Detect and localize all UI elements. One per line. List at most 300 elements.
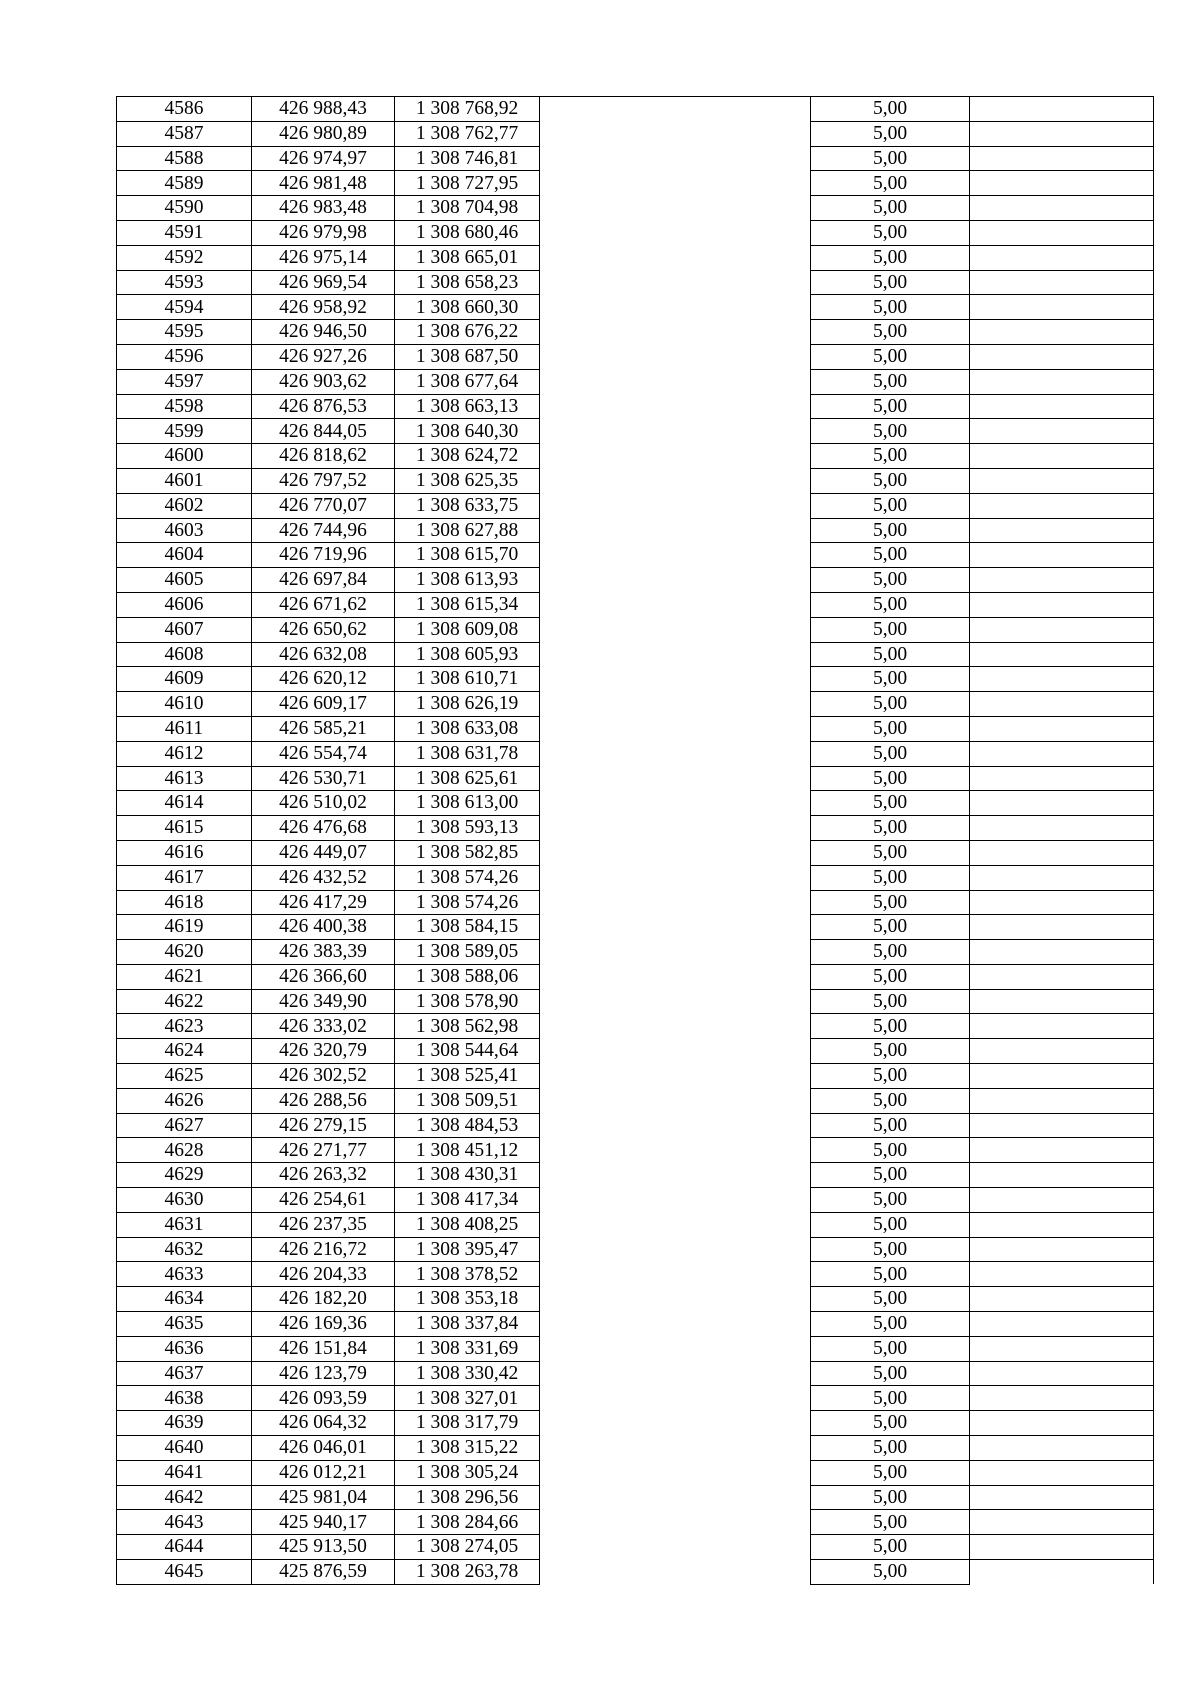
table-row [117, 964, 1154, 989]
table-row [117, 1113, 1154, 1138]
y-coordinate-cell: 1 308 658,23 [395, 270, 540, 295]
point-number-cell: 4636 [117, 1336, 252, 1361]
x-coordinate-cell: 426 770,07 [252, 493, 395, 518]
empty-cell [540, 295, 811, 320]
x-coordinate-cell: 426 093,59 [252, 1386, 395, 1411]
empty-cell [540, 444, 811, 469]
empty-cell [540, 1535, 811, 1560]
table-row [117, 1014, 1154, 1039]
distance-cell: 5,00 [811, 667, 970, 692]
table-row [117, 344, 1154, 369]
y-coordinate-cell: 1 308 451,12 [395, 1138, 540, 1163]
x-coordinate-cell: 426 204,33 [252, 1262, 395, 1287]
table-row [117, 1262, 1154, 1287]
distance-cell: 5,00 [811, 1535, 970, 1560]
x-coordinate-cell: 426 744,96 [252, 518, 395, 543]
point-number-cell: 4607 [117, 617, 252, 642]
x-coordinate-cell: 426 979,98 [252, 220, 395, 245]
y-coordinate-cell: 1 308 704,98 [395, 196, 540, 221]
y-coordinate-cell: 1 308 727,95 [395, 171, 540, 196]
empty-cell [540, 865, 811, 890]
table-row [117, 1237, 1154, 1262]
table-row [117, 419, 1154, 444]
empty-last-cell [970, 1237, 1154, 1262]
distance-cell: 5,00 [811, 716, 970, 741]
distance-cell: 5,00 [811, 1064, 970, 1089]
point-number-cell: 4620 [117, 940, 252, 965]
point-number-cell: 4639 [117, 1411, 252, 1436]
x-coordinate-cell: 426 554,74 [252, 741, 395, 766]
empty-cell [540, 1510, 811, 1535]
empty-last-cell [970, 245, 1154, 270]
empty-cell [540, 617, 811, 642]
distance-cell: 5,00 [811, 1212, 970, 1237]
y-coordinate-cell: 1 308 624,72 [395, 444, 540, 469]
x-coordinate-cell: 426 958,92 [252, 295, 395, 320]
y-coordinate-cell: 1 308 665,01 [395, 245, 540, 270]
empty-last-cell [970, 121, 1154, 146]
y-coordinate-cell: 1 308 484,53 [395, 1113, 540, 1138]
table-row [117, 369, 1154, 394]
table-row [117, 220, 1154, 245]
y-coordinate-cell: 1 308 613,00 [395, 791, 540, 816]
point-number-cell: 4623 [117, 1014, 252, 1039]
point-number-cell: 4643 [117, 1510, 252, 1535]
distance-cell: 5,00 [811, 1014, 970, 1039]
distance-cell: 5,00 [811, 890, 970, 915]
empty-last-cell [970, 989, 1154, 1014]
table-row [117, 989, 1154, 1014]
point-number-cell: 4634 [117, 1287, 252, 1312]
point-number-cell: 4628 [117, 1138, 252, 1163]
x-coordinate-cell: 426 449,07 [252, 840, 395, 865]
y-coordinate-cell: 1 308 417,34 [395, 1188, 540, 1213]
table-row [117, 121, 1154, 146]
distance-cell: 5,00 [811, 344, 970, 369]
x-coordinate-cell: 425 981,04 [252, 1485, 395, 1510]
empty-last-cell [970, 741, 1154, 766]
point-number-cell: 4589 [117, 171, 252, 196]
x-coordinate-cell: 425 940,17 [252, 1510, 395, 1535]
y-coordinate-cell: 1 308 330,42 [395, 1361, 540, 1386]
x-coordinate-cell: 426 263,32 [252, 1163, 395, 1188]
distance-cell: 5,00 [811, 568, 970, 593]
y-coordinate-cell: 1 308 613,93 [395, 568, 540, 593]
y-coordinate-cell: 1 308 677,64 [395, 369, 540, 394]
point-number-cell: 4629 [117, 1163, 252, 1188]
table-row [117, 146, 1154, 171]
y-coordinate-cell: 1 308 582,85 [395, 840, 540, 865]
distance-cell: 5,00 [811, 1361, 970, 1386]
point-number-cell: 4627 [117, 1113, 252, 1138]
y-coordinate-cell: 1 308 589,05 [395, 940, 540, 965]
x-coordinate-cell: 426 151,84 [252, 1336, 395, 1361]
table-row [117, 692, 1154, 717]
point-number-cell: 4619 [117, 915, 252, 940]
empty-cell [540, 97, 811, 122]
y-coordinate-cell: 1 308 305,24 [395, 1460, 540, 1485]
distance-cell: 5,00 [811, 915, 970, 940]
distance-cell: 5,00 [811, 146, 970, 171]
y-coordinate-cell: 1 308 626,19 [395, 692, 540, 717]
x-coordinate-cell: 426 046,01 [252, 1436, 395, 1461]
distance-cell: 5,00 [811, 592, 970, 617]
empty-last-cell [970, 1088, 1154, 1113]
x-coordinate-cell: 426 320,79 [252, 1039, 395, 1064]
x-coordinate-cell: 426 818,62 [252, 444, 395, 469]
x-coordinate-cell: 426 609,17 [252, 692, 395, 717]
empty-cell [540, 1386, 811, 1411]
x-coordinate-cell: 426 279,15 [252, 1113, 395, 1138]
x-coordinate-cell: 426 216,72 [252, 1237, 395, 1262]
x-coordinate-cell: 426 476,68 [252, 816, 395, 841]
empty-cell [540, 791, 811, 816]
table-row [117, 171, 1154, 196]
empty-last-cell [970, 543, 1154, 568]
point-number-cell: 4616 [117, 840, 252, 865]
empty-last-cell [970, 320, 1154, 345]
empty-last-cell [970, 1411, 1154, 1436]
y-coordinate-cell: 1 308 687,50 [395, 344, 540, 369]
y-coordinate-cell: 1 308 337,84 [395, 1312, 540, 1337]
x-coordinate-cell: 426 254,61 [252, 1188, 395, 1213]
distance-cell: 5,00 [811, 245, 970, 270]
y-coordinate-cell: 1 308 525,41 [395, 1064, 540, 1089]
table-row [117, 1163, 1154, 1188]
y-coordinate-cell: 1 308 762,77 [395, 121, 540, 146]
table-row [117, 493, 1154, 518]
table-row [117, 1460, 1154, 1485]
point-number-cell: 4587 [117, 121, 252, 146]
x-coordinate-cell: 426 366,60 [252, 964, 395, 989]
point-number-cell: 4601 [117, 468, 252, 493]
x-coordinate-cell: 426 876,53 [252, 394, 395, 419]
empty-last-cell [970, 667, 1154, 692]
x-coordinate-cell: 426 975,14 [252, 245, 395, 270]
point-number-cell: 4600 [117, 444, 252, 469]
x-coordinate-cell: 426 620,12 [252, 667, 395, 692]
point-number-cell: 4617 [117, 865, 252, 890]
empty-last-cell [970, 518, 1154, 543]
point-number-cell: 4631 [117, 1212, 252, 1237]
empty-last-cell [970, 220, 1154, 245]
empty-last-cell [970, 1138, 1154, 1163]
empty-last-cell [970, 1336, 1154, 1361]
table-row [117, 915, 1154, 940]
empty-last-cell [970, 295, 1154, 320]
empty-last-cell [970, 1064, 1154, 1089]
empty-cell [540, 369, 811, 394]
distance-cell: 5,00 [811, 1560, 970, 1585]
x-coordinate-cell: 426 988,43 [252, 97, 395, 122]
y-coordinate-cell: 1 308 353,18 [395, 1287, 540, 1312]
distance-cell: 5,00 [811, 518, 970, 543]
y-coordinate-cell: 1 308 327,01 [395, 1386, 540, 1411]
distance-cell: 5,00 [811, 1113, 970, 1138]
distance-cell: 5,00 [811, 1188, 970, 1213]
table-row [117, 543, 1154, 568]
distance-cell: 5,00 [811, 1312, 970, 1337]
y-coordinate-cell: 1 308 544,64 [395, 1039, 540, 1064]
x-coordinate-cell: 426 510,02 [252, 791, 395, 816]
empty-last-cell [970, 196, 1154, 221]
empty-cell [540, 642, 811, 667]
empty-cell [540, 344, 811, 369]
point-number-cell: 4622 [117, 989, 252, 1014]
point-number-cell: 4626 [117, 1088, 252, 1113]
x-coordinate-cell: 426 719,96 [252, 543, 395, 568]
y-coordinate-cell: 1 308 663,13 [395, 394, 540, 419]
empty-cell [540, 1361, 811, 1386]
table-row [117, 1411, 1154, 1436]
x-coordinate-cell: 426 288,56 [252, 1088, 395, 1113]
y-coordinate-cell: 1 308 633,08 [395, 716, 540, 741]
table-row [117, 1535, 1154, 1560]
distance-cell: 5,00 [811, 816, 970, 841]
empty-last-cell [970, 1262, 1154, 1287]
empty-cell [540, 1014, 811, 1039]
distance-cell: 5,00 [811, 171, 970, 196]
table-row [117, 617, 1154, 642]
point-number-cell: 4594 [117, 295, 252, 320]
distance-cell: 5,00 [811, 791, 970, 816]
y-coordinate-cell: 1 308 605,93 [395, 642, 540, 667]
empty-cell [540, 1064, 811, 1089]
empty-cell [540, 1262, 811, 1287]
point-number-cell: 4593 [117, 270, 252, 295]
point-number-cell: 4605 [117, 568, 252, 593]
table-row [117, 766, 1154, 791]
empty-last-cell [970, 394, 1154, 419]
empty-cell [540, 1188, 811, 1213]
table-row [117, 1312, 1154, 1337]
point-number-cell: 4610 [117, 692, 252, 717]
y-coordinate-cell: 1 308 609,08 [395, 617, 540, 642]
y-coordinate-cell: 1 308 633,75 [395, 493, 540, 518]
x-coordinate-cell: 426 974,97 [252, 146, 395, 171]
point-number-cell: 4588 [117, 146, 252, 171]
y-coordinate-cell: 1 308 315,22 [395, 1436, 540, 1461]
empty-cell [540, 1237, 811, 1262]
x-coordinate-cell: 426 012,21 [252, 1460, 395, 1485]
point-number-cell: 4604 [117, 543, 252, 568]
point-number-cell: 4635 [117, 1312, 252, 1337]
empty-last-cell [970, 1014, 1154, 1039]
x-coordinate-cell: 426 349,90 [252, 989, 395, 1014]
empty-cell [540, 568, 811, 593]
point-number-cell: 4638 [117, 1386, 252, 1411]
point-number-cell: 4614 [117, 791, 252, 816]
empty-cell [540, 1287, 811, 1312]
y-coordinate-cell: 1 308 430,31 [395, 1163, 540, 1188]
empty-cell [540, 1460, 811, 1485]
table-row [117, 1336, 1154, 1361]
point-number-cell: 4615 [117, 816, 252, 841]
point-number-cell: 4644 [117, 1535, 252, 1560]
table-row [117, 468, 1154, 493]
table-row [117, 196, 1154, 221]
point-number-cell: 4613 [117, 766, 252, 791]
distance-cell: 5,00 [811, 270, 970, 295]
distance-cell: 5,00 [811, 1336, 970, 1361]
empty-cell [540, 493, 811, 518]
table-row [117, 295, 1154, 320]
y-coordinate-cell: 1 308 640,30 [395, 419, 540, 444]
table-row [117, 890, 1154, 915]
empty-last-cell [970, 791, 1154, 816]
y-coordinate-cell: 1 308 625,35 [395, 468, 540, 493]
empty-last-cell [970, 692, 1154, 717]
x-coordinate-cell: 426 844,05 [252, 419, 395, 444]
table-row [117, 97, 1154, 122]
empty-last-cell [970, 270, 1154, 295]
point-number-cell: 4621 [117, 964, 252, 989]
table-row [117, 444, 1154, 469]
distance-cell: 5,00 [811, 940, 970, 965]
empty-cell [540, 1088, 811, 1113]
empty-cell [540, 1436, 811, 1461]
empty-last-cell [970, 344, 1154, 369]
x-coordinate-cell: 426 946,50 [252, 320, 395, 345]
empty-last-cell [970, 865, 1154, 890]
point-number-cell: 4609 [117, 667, 252, 692]
distance-cell: 5,00 [811, 394, 970, 419]
x-coordinate-cell: 426 671,62 [252, 592, 395, 617]
table-row [117, 840, 1154, 865]
empty-last-cell [970, 890, 1154, 915]
x-coordinate-cell: 425 913,50 [252, 1535, 395, 1560]
x-coordinate-cell: 426 983,48 [252, 196, 395, 221]
empty-last-cell [970, 964, 1154, 989]
point-number-cell: 4611 [117, 716, 252, 741]
table-row [117, 320, 1154, 345]
distance-cell: 5,00 [811, 1485, 970, 1510]
empty-cell [540, 196, 811, 221]
empty-last-cell [970, 568, 1154, 593]
distance-cell: 5,00 [811, 1088, 970, 1113]
distance-cell: 5,00 [811, 642, 970, 667]
empty-cell [540, 245, 811, 270]
distance-cell: 5,00 [811, 865, 970, 890]
point-number-cell: 4595 [117, 320, 252, 345]
empty-last-cell [970, 617, 1154, 642]
empty-last-cell [970, 1188, 1154, 1213]
table-row [117, 245, 1154, 270]
x-coordinate-cell: 426 697,84 [252, 568, 395, 593]
empty-last-cell [970, 1535, 1154, 1560]
point-number-cell: 4624 [117, 1039, 252, 1064]
distance-cell: 5,00 [811, 1510, 970, 1535]
point-number-cell: 4598 [117, 394, 252, 419]
y-coordinate-cell: 1 308 746,81 [395, 146, 540, 171]
empty-last-cell [970, 1436, 1154, 1461]
x-coordinate-cell: 426 417,29 [252, 890, 395, 915]
empty-cell [540, 1113, 811, 1138]
empty-cell [540, 121, 811, 146]
point-number-cell: 4633 [117, 1262, 252, 1287]
distance-cell: 5,00 [811, 220, 970, 245]
y-coordinate-cell: 1 308 395,47 [395, 1237, 540, 1262]
table-row [117, 1188, 1154, 1213]
y-coordinate-cell: 1 308 509,51 [395, 1088, 540, 1113]
empty-last-cell [970, 369, 1154, 394]
x-coordinate-cell: 426 903,62 [252, 369, 395, 394]
empty-last-cell [970, 1039, 1154, 1064]
empty-cell [540, 518, 811, 543]
empty-last-cell [970, 468, 1154, 493]
point-number-cell: 4606 [117, 592, 252, 617]
empty-last-cell [970, 1212, 1154, 1237]
y-coordinate-cell: 1 308 562,98 [395, 1014, 540, 1039]
empty-last-cell [970, 1510, 1154, 1535]
distance-cell: 5,00 [811, 444, 970, 469]
empty-cell [540, 915, 811, 940]
table-row [117, 518, 1154, 543]
table-row [117, 1361, 1154, 1386]
empty-last-cell [970, 1460, 1154, 1485]
empty-cell [540, 1138, 811, 1163]
table-row [117, 1386, 1154, 1411]
empty-last-cell [970, 171, 1154, 196]
x-coordinate-cell: 426 650,62 [252, 617, 395, 642]
empty-cell [540, 1312, 811, 1337]
point-number-cell: 4637 [117, 1361, 252, 1386]
y-coordinate-cell: 1 308 588,06 [395, 964, 540, 989]
empty-last-cell [970, 592, 1154, 617]
distance-cell: 5,00 [811, 766, 970, 791]
distance-cell: 5,00 [811, 1436, 970, 1461]
empty-last-cell [970, 642, 1154, 667]
empty-last-cell [970, 493, 1154, 518]
point-number-cell: 4596 [117, 344, 252, 369]
point-number-cell: 4603 [117, 518, 252, 543]
x-coordinate-cell: 426 980,89 [252, 121, 395, 146]
empty-cell [540, 394, 811, 419]
y-coordinate-cell: 1 308 274,05 [395, 1535, 540, 1560]
empty-cell [540, 1336, 811, 1361]
point-number-cell: 4642 [117, 1485, 252, 1510]
empty-cell [540, 468, 811, 493]
y-coordinate-cell: 1 308 574,26 [395, 890, 540, 915]
y-coordinate-cell: 1 308 284,66 [395, 1510, 540, 1535]
empty-last-cell [970, 444, 1154, 469]
distance-cell: 5,00 [811, 1163, 970, 1188]
table-row [117, 1510, 1154, 1535]
x-coordinate-cell: 426 237,35 [252, 1212, 395, 1237]
point-number-cell: 4592 [117, 245, 252, 270]
point-number-cell: 4599 [117, 419, 252, 444]
distance-cell: 5,00 [811, 1386, 970, 1411]
y-coordinate-cell: 1 308 574,26 [395, 865, 540, 890]
empty-cell [540, 543, 811, 568]
point-number-cell: 4586 [117, 97, 252, 122]
y-coordinate-cell: 1 308 408,25 [395, 1212, 540, 1237]
table-row [117, 568, 1154, 593]
empty-last-cell [970, 1560, 1154, 1585]
empty-cell [540, 741, 811, 766]
distance-cell: 5,00 [811, 196, 970, 221]
coordinate-table [116, 96, 1154, 1585]
point-number-cell: 4645 [117, 1560, 252, 1585]
table-row [117, 865, 1154, 890]
table-row [117, 1039, 1154, 1064]
empty-cell [540, 419, 811, 444]
x-coordinate-cell: 426 182,20 [252, 1287, 395, 1312]
empty-cell [540, 667, 811, 692]
distance-cell: 5,00 [811, 1460, 970, 1485]
distance-cell: 5,00 [811, 1237, 970, 1262]
y-coordinate-cell: 1 308 331,69 [395, 1336, 540, 1361]
